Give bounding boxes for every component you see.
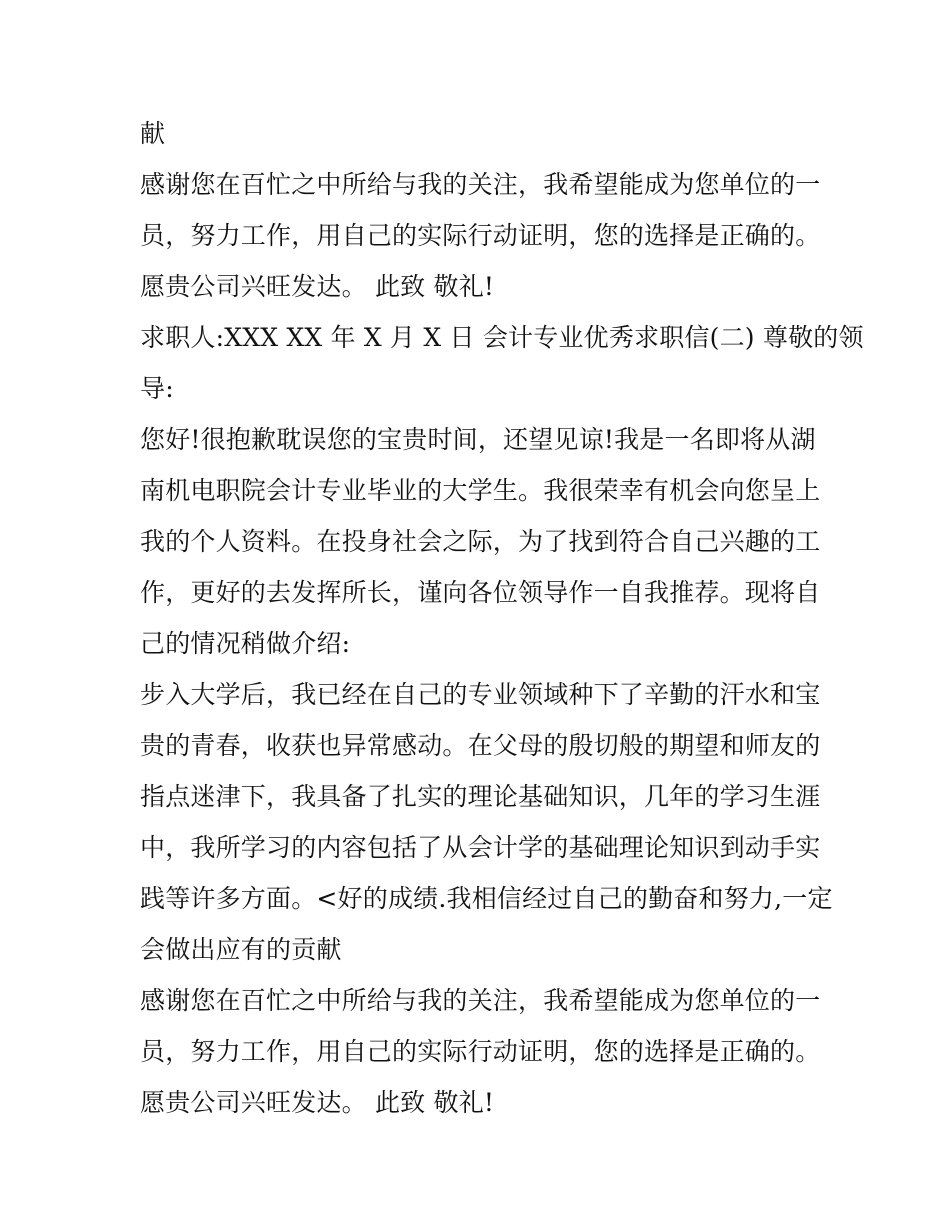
text-line: 感谢您在百忙之中所给与我的关注，我希望能成为您单位的一 [140,986,821,1015]
text-line: 己的情况稍做介绍: [140,629,351,658]
letter-body [140,108,864,1128]
text-line: 践等许多方面。<好的成绩.我相信经过自己的勤奋和努力,一定 [140,884,833,913]
text-line: 员，努力工作，用自己的实际行动证明，您的选择是正确的。 [140,1037,821,1066]
text-line: 指点迷津下，我具备了扎实的理论基础知识，几年的学习生涯 [140,782,821,811]
text-line: 愿贵公司兴旺发达。 此致 敬礼! [140,272,495,301]
text-line: 员，努力工作，用自己的实际行动证明，您的选择是正确的。 [140,221,821,250]
text-line: 您好!很抱歉耽误您的宝贵时间，还望见谅!我是一名即将从湖 [140,425,816,454]
text-line: 步入大学后，我已经在自己的专业领域种下了辛勤的汗水和宝 [140,680,821,709]
text-line: 作，更好的去发挥所长，谨向各位领导作一自我推荐。现将自 [140,578,821,607]
text-line: 南机电职院会计专业毕业的大学生。我很荣幸有机会向您呈上 [140,476,821,505]
text-line: 我的个人资料。在投身社会之际，为了找到符合自己兴趣的工 [140,527,821,556]
text-line: 中，我所学习的内容包括了从会计学的基础理论知识到动手实 [140,833,821,862]
text-line: 导: [140,374,174,403]
text-line: 愿贵公司兴旺发达。 此致 敬礼! [140,1088,495,1117]
text-line: 献 [140,119,166,148]
text-line: 感谢您在百忙之中所给与我的关注，我希望能成为您单位的一 [140,170,821,199]
text-line: 会做出应有的贡献 [140,935,342,964]
text-line: 求职人:XXX XX 年 X 月 X 日 会计专业优秀求职信(二) 尊敬的领 [140,323,864,352]
text-line: 贵的青春，收获也异常感动。在父母的殷切般的期望和师友的 [140,731,821,760]
